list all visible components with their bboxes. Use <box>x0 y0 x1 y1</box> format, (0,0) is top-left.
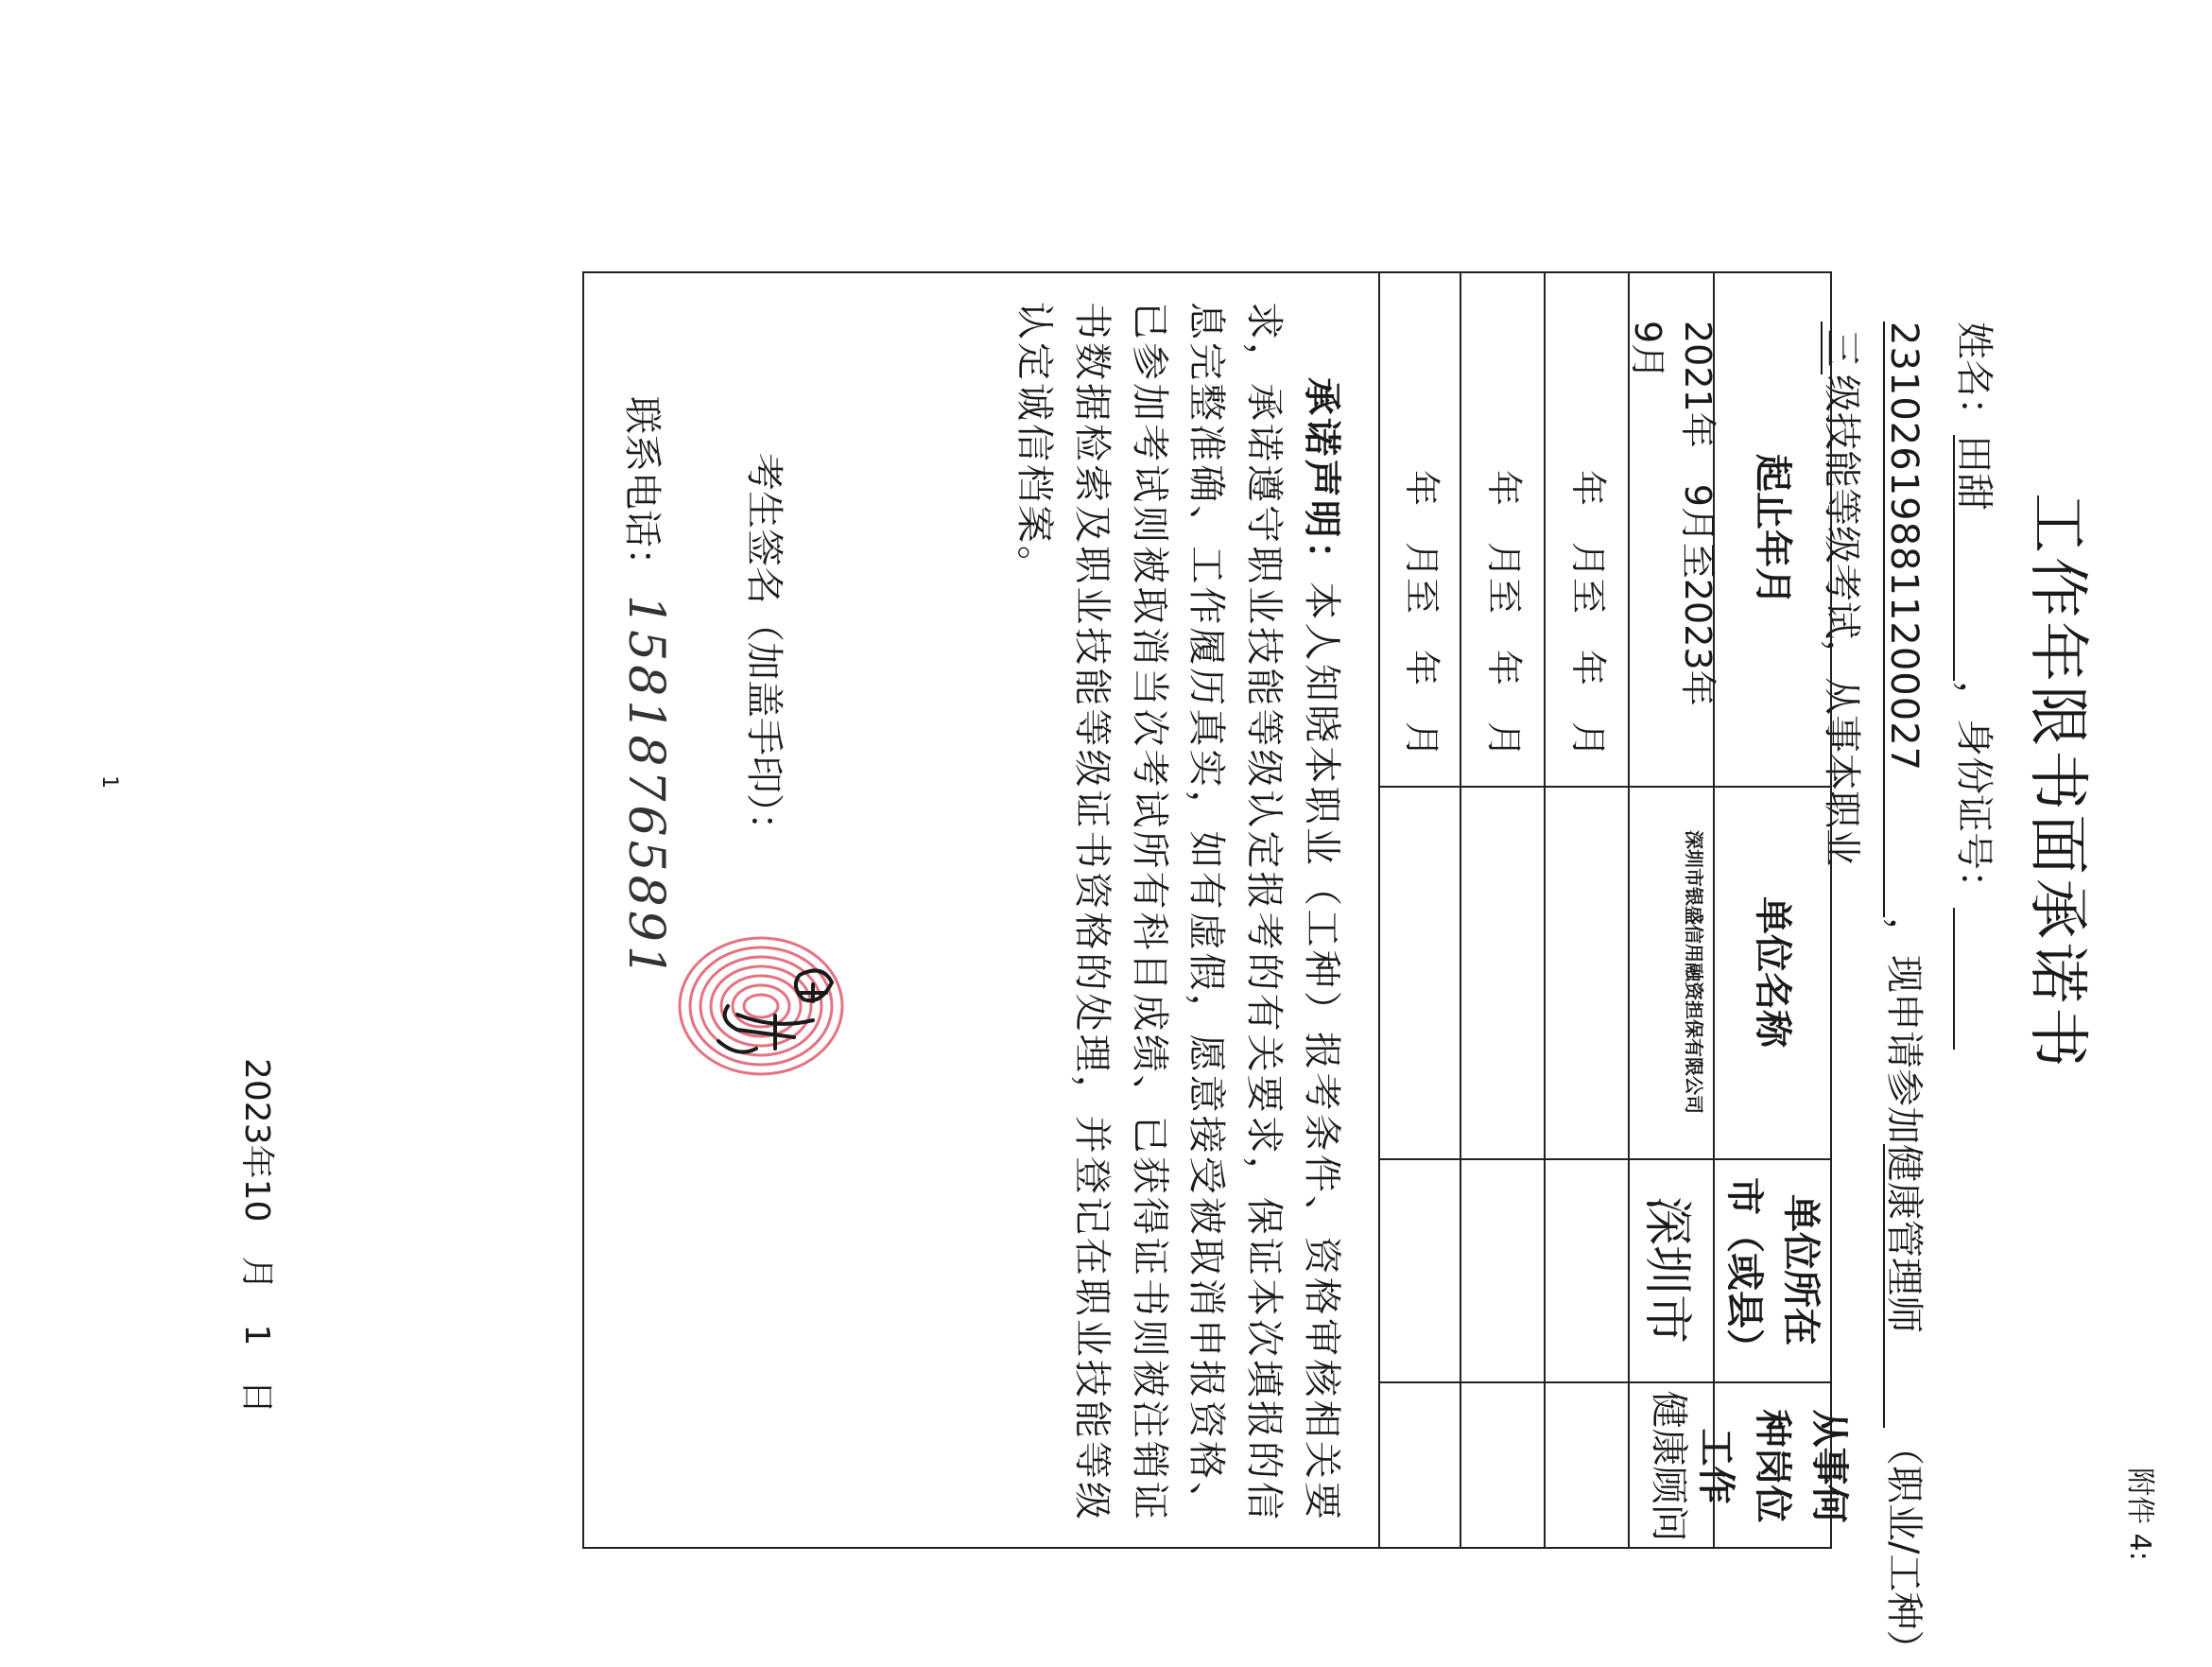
commitment-text <box>1005 302 1350 1522</box>
commitment-label: 承诺声明： <box>1300 377 1343 582</box>
row-4-period: 年 月至 年 月 <box>1400 469 1443 757</box>
apply-text: ，现申请参加 <box>1882 917 1926 1144</box>
id-number-field: 231026198811200027 <box>1883 321 1923 917</box>
row-4-job <box>1380 1381 1461 1551</box>
fingerprint-signature <box>671 926 851 1086</box>
level-field: 三 <box>1821 321 1860 374</box>
row-2-period: 年 月至 年 月 <box>1567 469 1610 757</box>
row-4-unit-name <box>1380 786 1461 1158</box>
id-field-underline <box>1953 908 1993 1050</box>
row-3-job <box>1461 1381 1546 1551</box>
phone-line <box>617 396 674 981</box>
row-3-period: 年 月至 年 月 <box>1483 469 1526 757</box>
intro-line-1 <box>1952 321 1996 1050</box>
signing-date: 2023年10 月 1 日 <box>237 1058 276 1415</box>
row-3-unit-city <box>1461 1158 1546 1381</box>
header-period: 起止年月 <box>1751 454 1794 605</box>
row-2-unit-city <box>1546 1158 1630 1381</box>
row-3-unit-name <box>1461 786 1546 1158</box>
header-job: 从事何种岗位工作 <box>1694 1409 1851 1523</box>
intro-line-2 <box>1882 321 1926 1667</box>
occupation-suffix: （职业/工种） <box>1882 1428 1926 1667</box>
annex-label: 附件 4: <box>2123 1467 2156 1561</box>
name-label: 姓名： <box>1952 321 1996 435</box>
signature-line <box>740 453 794 850</box>
name-field: 田甜 <box>1953 435 1993 681</box>
occupation-field: 健康管理师 <box>1883 1144 1923 1428</box>
header-unit-name: 单位名称 <box>1751 896 1794 1048</box>
commitment-section <box>237 273 1380 1551</box>
row-1-unit-city: 深圳市 <box>1638 1195 1696 1344</box>
phone-label: 联系电话： <box>620 396 664 585</box>
commitment-body: 本人知晓本职业（工种）报考条件、资格审核相关要求，承诺遵守职业技能等级认定报考的有关要求，保证本次填报的信息完整准确、工作履历真实，如有虚假，愿意接受被取消申报资格、已参加考试则被取消当次考试所有科目成绩、已获得证书则被注销证书数据检索及职业技能等级证书资格的处理，并登记在职业技能等级认定诚信档案。 <box>1012 302 1343 1522</box>
header-unit-city: 单位所在市（或县） <box>1722 1177 1823 1366</box>
level-suffix: 级技能等级考试，从事本职业 <box>1820 374 1863 866</box>
document-title: 工作年限书面承诺书 <box>2022 493 2092 1071</box>
row-2-unit-name <box>1546 786 1630 1158</box>
page-number: 1 <box>97 775 121 789</box>
signature-label: 考生签名（加盖手印）： <box>742 453 786 850</box>
row-4-unit-city <box>1380 1158 1461 1381</box>
row-1-job: 健康顾问 <box>1647 1390 1691 1542</box>
row-2-job <box>1546 1381 1630 1551</box>
row-1-period: 2021年 9月至2023年 9月 <box>1627 321 1719 742</box>
row-1-unit-name: 深圳市银盛信用融资担保有限公司 <box>1683 830 1705 1114</box>
phone-value: 15818765891 <box>617 595 674 981</box>
id-label: ，身份证号： <box>1952 681 1996 908</box>
